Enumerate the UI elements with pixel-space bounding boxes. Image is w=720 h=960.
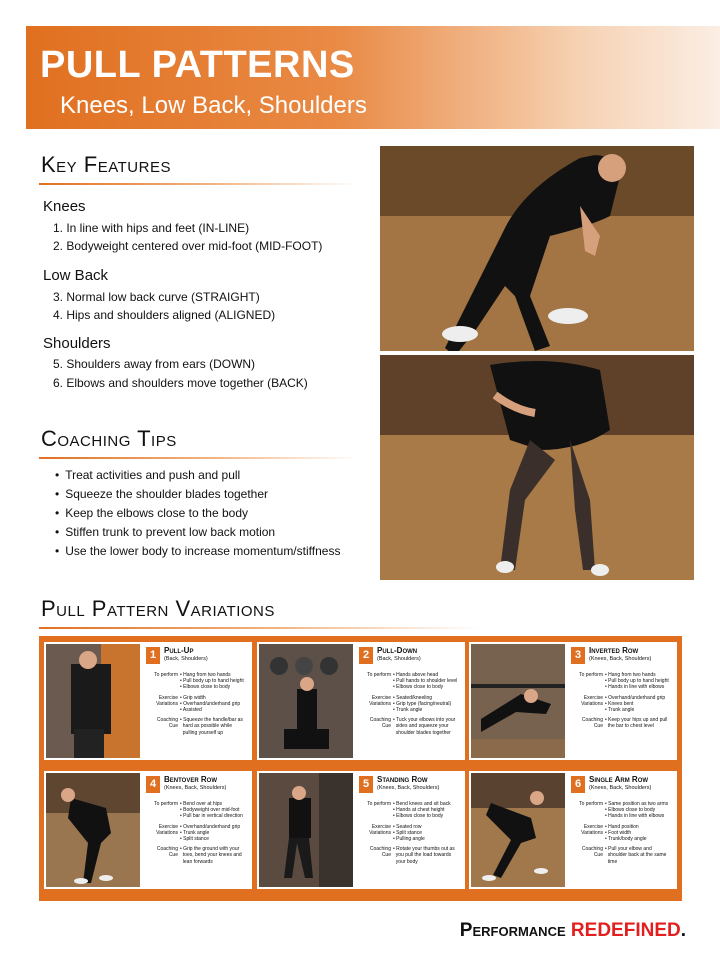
variation-subtitle: (Back, Shoulders): [164, 656, 208, 662]
feature-item: 4. Hips and shoulders aligned (ALIGNED): [53, 308, 276, 322]
variation-subtitle: (Knees, Back, Shoulders): [589, 656, 652, 662]
pull-up-photo: [46, 644, 140, 758]
variation-title: Inverted Row: [589, 646, 639, 655]
variation-title: Pull-Up: [164, 646, 194, 655]
variation-card-standing-row: [257, 771, 465, 889]
variation-subtitle: (Knees, Back, Shoulders): [377, 785, 440, 791]
variation-title: Bentover Row: [164, 775, 218, 784]
variation-title: Standing Row: [377, 775, 428, 784]
coaching-tips-rule: [39, 457, 359, 459]
variation-card-bentover-row: [44, 771, 252, 889]
variation-card-pull-down: [257, 642, 465, 760]
group-title-low-back: Low Back: [43, 267, 109, 284]
feature-item: 2. Bodyweight centered over mid-foot (MID-FOOT): [53, 239, 323, 253]
variation-number: 6: [571, 776, 585, 793]
footer-tagline-red: REDEFINED: [570, 920, 681, 941]
variation-details: To perform • Hang from two hands • Pull body up to hand height • Elbows close to body Exercise Variations • Grip width • Overhand/underhand grip • Assisted Coaching Cue • Squeeze the handle/bar as hard as possible while pulling yourself up: [144, 672, 250, 740]
tip-item: • Squeeze the shoulder blades together: [55, 485, 340, 504]
feature-item: 3. Normal low back curve (STRAIGHT): [53, 290, 260, 304]
variation-number: 1: [146, 647, 160, 664]
variation-details: To perform • Same position as two arms • Elbows close to body • Hands in line with elbows Exercise Variations • Hand position • Foot width • Trunk/body angle Coaching Cue • Pull your elbow and shoulder back at the same time: [579, 801, 669, 865]
title-banner: [26, 26, 720, 129]
tip-item: • Treat activities and push and pull: [55, 466, 340, 485]
coaching-tips-heading: Coaching Tips: [41, 426, 177, 451]
variation-title: Pull-Down: [377, 646, 418, 655]
variation-subtitle: (Knees, Back, Shoulders): [589, 785, 652, 791]
tip-item: • Use the lower body to increase momentum/stiffness: [55, 542, 340, 561]
tip-item: • Stiffen trunk to prevent low back motion: [55, 523, 340, 542]
variation-details: To perform • Hang from two hands • Pull body up to hand height • Hands in line with elbows Exercise Variations • Overhand/underhand grip • Knees bent • Trunk angle Coaching Cue • Keep your hips up and pull the bar to chest level: [579, 672, 669, 730]
variations-grid: [39, 636, 682, 901]
group-title-knees: Knees: [43, 198, 86, 215]
variation-subtitle: (Knees, Back, Shoulders): [164, 785, 227, 791]
footer-tagline-text: Performance: [459, 920, 571, 941]
variation-card-single-arm-row: [469, 771, 677, 889]
variations-heading: Pull Pattern Variations: [41, 596, 275, 621]
bentover-row-photo-back: [380, 355, 694, 580]
variation-number: 5: [359, 776, 373, 793]
bentover-row-photo: [46, 773, 140, 887]
pull-down-photo: [259, 644, 353, 758]
key-features-heading: Key Features: [41, 152, 171, 177]
standing-row-photo: [259, 773, 353, 887]
variation-card-inverted-row: [469, 642, 677, 760]
bentover-row-photo-side: [380, 146, 694, 351]
page-subtitle: Knees, Low Back, Shoulders: [60, 92, 367, 119]
tip-item: • Keep the elbows close to the body: [55, 504, 340, 523]
footer-tagline: [460, 920, 686, 942]
variation-number: 2: [359, 647, 373, 664]
coaching-tips-list: [55, 466, 340, 561]
single-arm-row-photo: [471, 773, 565, 887]
variation-details: To perform • Hands above head • Pull hands to shoulder level • Elbows close to body Exercise Variations • Seated/kneeling • Grip type (facing/neutral) • Trunk angle Coaching Cue • Tuck your elbows into your sides and squeeze your shoulder blades together: [367, 672, 458, 736]
inverted-row-photo: [471, 644, 565, 758]
feature-item: 1. In line with hips and feet (IN-LINE): [53, 221, 250, 235]
variation-number: 3: [571, 647, 585, 664]
group-title-shoulders: Shoulders: [43, 335, 111, 352]
feature-item: 5. Shoulders away from ears (DOWN): [53, 357, 256, 371]
variation-card-pull-up: [44, 642, 252, 760]
footer-tagline-dot: .: [680, 920, 686, 941]
variation-details: To perform • Bend knees and sit back • Hands at chest height • Elbows close to body Exercise Variations • Seated row • Split stance • Pulling angle Coaching Cue • Rotate your thumbs out as you pull the load towards your body: [367, 801, 455, 865]
key-features-rule: [39, 183, 359, 185]
variation-number: 4: [146, 776, 160, 793]
variation-details: To perform • Bend over at hips • Bodyweight over mid-foot • Pull bar in vertical direction Exercise Variations • Overhand/underhand grip • Trunk angle • Split stance Coaching Cue • Grip the ground with your toes, bend your knees and lean forwards: [154, 801, 243, 865]
variations-rule: [39, 627, 479, 629]
page-title: PULL PATTERNS: [40, 44, 355, 86]
variation-title: Single Arm Row: [589, 775, 649, 784]
perform-label: To perform: [154, 672, 178, 678]
variation-subtitle: (Back, Shoulders): [377, 656, 421, 662]
feature-item: 6. Elbows and shoulders move together (BACK): [53, 376, 308, 390]
